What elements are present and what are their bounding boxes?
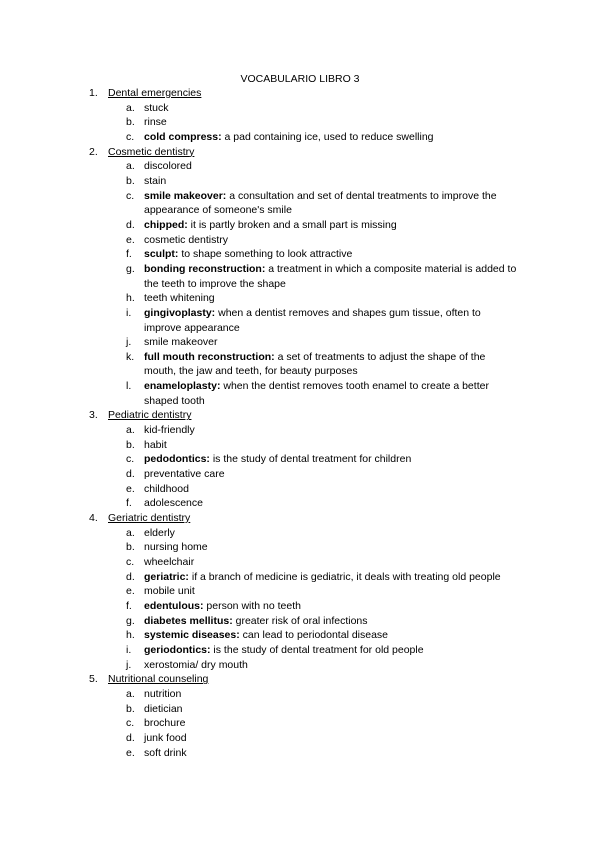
item-letter: h. — [126, 629, 135, 642]
vocab-word: soft drink — [144, 746, 187, 759]
section — [89, 408, 519, 511]
list-item — [89, 599, 519, 614]
item-letter: b. — [126, 116, 135, 129]
vocab-term: enameloplasty: — [144, 380, 221, 393]
vocab-word: dietician — [144, 702, 183, 715]
vocab-term: bonding reconstruction: — [144, 262, 266, 275]
list-item — [89, 189, 519, 218]
vocab-word: nursing home — [144, 541, 208, 554]
vocab-definition: when a dentist removes and shapes gum tissue, often to improve appearance — [144, 306, 481, 334]
item-letter: c. — [126, 556, 135, 568]
vocab-word: habit — [144, 438, 167, 451]
section — [89, 672, 519, 760]
list-item — [89, 247, 519, 262]
list-item — [89, 218, 519, 233]
vocab-word: adolescence — [144, 497, 203, 510]
item-letter: j. — [126, 336, 132, 349]
vocab-definition: a treatment in which a composite material is added to the teeth to improve the shape — [144, 262, 517, 290]
list-item — [89, 540, 519, 555]
item-letter: l. — [126, 380, 132, 393]
vocab-word: teeth whitening — [144, 292, 215, 305]
vocab-definition: to shape something to look attractive — [178, 248, 353, 261]
page-title: VOCABULARIO LIBRO 3 — [240, 73, 360, 85]
list-item — [89, 423, 519, 438]
item-letter: e. — [126, 233, 135, 246]
list-item — [89, 643, 519, 658]
vocab-definition: can lead to periodontal disease — [239, 629, 389, 642]
item-letter: j. — [126, 658, 132, 671]
section-title: Dental emergencies — [108, 87, 202, 99]
item-letter: a. — [126, 160, 135, 173]
vocab-word: nutrition — [144, 687, 182, 700]
list-item — [89, 467, 519, 482]
list-item — [89, 452, 519, 467]
item-letter: k. — [126, 350, 135, 363]
item-letter: d. — [126, 731, 135, 744]
list-item — [89, 174, 519, 189]
vocab-word: xerostomia/ dry mouth — [144, 658, 248, 671]
list-item — [89, 438, 519, 453]
item-letter: f. — [126, 248, 132, 261]
section-heading — [89, 672, 519, 687]
item-letter: h. — [126, 292, 135, 305]
list-item — [89, 658, 519, 673]
list-item — [89, 115, 519, 130]
list-item — [89, 335, 519, 350]
item-letter: d. — [126, 468, 135, 481]
vocab-definition: greater risk of oral infections — [232, 614, 368, 627]
vocab-word: brochure — [144, 717, 186, 730]
list-item — [89, 379, 519, 408]
item-letter: a. — [126, 687, 135, 700]
section — [89, 86, 519, 145]
vocab-term: diabetes mellitus: — [144, 614, 233, 627]
vocab-word: junk food — [144, 731, 187, 744]
vocab-word: wheelchair — [144, 556, 195, 568]
vocab-word: smile makeover — [144, 336, 218, 349]
vocab-word: preventative care — [144, 468, 225, 481]
vocab-definition: a set of treatments to adjust the shape of the mouth, the jaw and teeth, for beauty purposes — [144, 350, 486, 378]
section-title: Pediatric dentistry — [108, 409, 192, 422]
item-letter: d. — [126, 570, 135, 583]
vocab-term: gingivoplasty: — [144, 306, 216, 319]
vocab-definition: person with no teeth — [203, 599, 301, 612]
item-letter: c. — [126, 189, 135, 202]
list-item — [89, 306, 519, 335]
vocab-definition: a consultation and set of dental treatments to improve the appearance of someone's smile — [144, 189, 497, 217]
list-item — [89, 291, 519, 306]
vocab-term: geriodontics: — [144, 643, 211, 656]
item-letter: b. — [126, 702, 135, 715]
vocab-definition: if a branch of medicine is gediatric, it deals with treating old people — [188, 570, 501, 583]
vocab-word: elderly — [144, 526, 175, 539]
section-title: Nutritional counseling — [108, 673, 209, 686]
list-item — [89, 746, 519, 761]
item-letter: c. — [126, 717, 135, 730]
item-letter: g. — [126, 262, 135, 275]
section-title: Geriatric dentistry — [108, 512, 191, 525]
item-letter: f. — [126, 497, 132, 510]
vocab-term: geriatric: — [144, 570, 189, 583]
section-number: 3. — [89, 409, 98, 422]
vocab-word: cosmetic dentistry — [144, 233, 229, 246]
vocab-definition: is the study of dental treatment for children — [209, 453, 412, 466]
section-heading — [89, 511, 519, 526]
list-item — [89, 731, 519, 746]
section — [89, 511, 519, 672]
list-item — [89, 614, 519, 629]
list-item — [89, 570, 519, 585]
item-letter: c. — [126, 453, 135, 466]
section-heading — [89, 408, 519, 423]
vocab-term: pedodontics: — [144, 453, 210, 466]
list-item — [89, 526, 519, 541]
list-item — [89, 555, 519, 570]
item-letter: a. — [126, 101, 135, 114]
vocab-term: chipped: — [144, 218, 188, 231]
item-letter: b. — [126, 438, 135, 451]
vocab-definition: is the study of dental treatment for old people — [210, 643, 424, 656]
section-number: 5. — [89, 673, 98, 686]
list-item — [89, 233, 519, 248]
section-number: 4. — [89, 512, 98, 525]
vocab-term: systemic diseases: — [144, 629, 240, 642]
vocab-word: stain — [144, 174, 167, 187]
section-number: 2. — [89, 145, 98, 158]
vocab-word: mobile unit — [144, 585, 195, 598]
item-letter: g. — [126, 614, 135, 627]
list-item — [89, 716, 519, 731]
item-letter: b. — [126, 174, 135, 187]
vocab-term: smile makeover: — [144, 189, 227, 202]
vocab-term: full mouth reconstruction: — [144, 350, 275, 363]
list-item — [89, 159, 519, 174]
vocab-term: cold compress: — [144, 130, 222, 143]
item-letter: c. — [126, 130, 135, 143]
vocab-definition: when the dentist removes tooth enamel to create a better shaped tooth — [144, 380, 489, 407]
list-item — [89, 702, 519, 717]
vocab-word: kid-friendly — [144, 424, 195, 437]
item-letter: f. — [126, 599, 132, 612]
list-item — [89, 130, 519, 145]
section-heading — [89, 86, 519, 101]
list-item — [89, 262, 519, 291]
item-letter: e. — [126, 482, 135, 495]
vocab-word: rinse — [144, 116, 167, 129]
vocab-word: childhood — [144, 482, 189, 495]
section — [89, 145, 519, 409]
item-letter: d. — [126, 218, 135, 231]
vocab-term: sculpt: — [144, 248, 179, 261]
section-number: 1. — [89, 87, 98, 99]
list-item — [89, 350, 519, 379]
vocab-definition: it is partly broken and a small part is missing — [187, 218, 397, 231]
item-letter: e. — [126, 585, 135, 598]
section-heading — [89, 145, 519, 160]
list-item — [89, 687, 519, 702]
list-item — [89, 101, 519, 116]
vocab-term: edentulous: — [144, 599, 204, 612]
list-item — [89, 584, 519, 599]
list-item — [89, 496, 519, 511]
item-letter: a. — [126, 526, 135, 539]
item-letter: i. — [126, 643, 132, 656]
vocab-word: stuck — [144, 101, 169, 114]
item-letter: b. — [126, 541, 135, 554]
item-letter: i. — [126, 306, 132, 319]
item-letter: a. — [126, 424, 135, 437]
section-title: Cosmetic dentistry — [108, 145, 195, 158]
vocabulary-list — [89, 86, 519, 760]
item-letter: e. — [126, 746, 135, 759]
vocab-definition: a pad containing ice, used to reduce swelling — [221, 130, 434, 143]
list-item — [89, 628, 519, 643]
list-item — [89, 482, 519, 497]
vocab-word: discolored — [144, 160, 192, 173]
